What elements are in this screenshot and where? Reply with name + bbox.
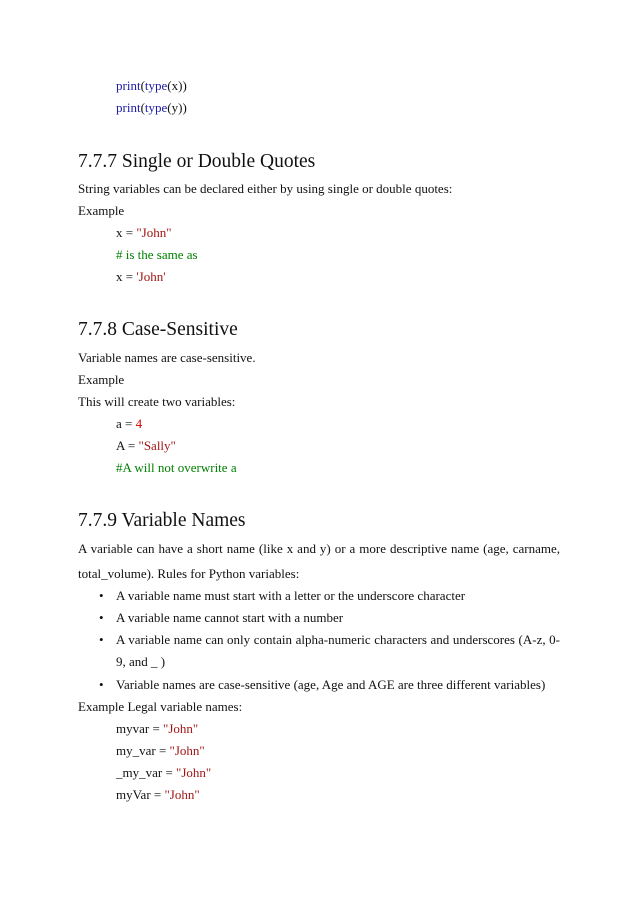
code-paren: ( (140, 100, 145, 115)
list-item: Variable names are case-sensitive (age, Age and AGE are three different variables) (116, 677, 546, 692)
code-line (116, 721, 198, 737)
code-comment: # is the same as (116, 247, 198, 262)
section-heading: 7.7.8 Case-Sensitive (78, 319, 238, 340)
code-argument: (y)) (167, 100, 187, 115)
code-assignment: x = (116, 225, 137, 240)
paragraph: This will create two variables: (78, 394, 236, 409)
list-item: A variable name can only contain alpha-numeric characters and underscores (A-z, 0- (116, 632, 560, 647)
code-argument: (x)) (167, 78, 187, 93)
code-string: "John" (136, 225, 172, 240)
code-string: "Sally" (138, 438, 176, 453)
code-number: 4 (135, 416, 143, 431)
paragraph: Variable names are case-sensitive. (78, 350, 256, 365)
code-assignment: myVar = (116, 787, 165, 802)
code-function: print (116, 100, 141, 115)
code-line (116, 269, 166, 285)
paragraph-line: A variable can have a short name (like x and y) or a more descriptive name (age, carname, (78, 541, 560, 556)
bullet-icon: • (99, 610, 104, 625)
bullet-icon: • (99, 677, 104, 692)
code-line (116, 100, 187, 116)
code-line (116, 416, 142, 432)
list-item: A variable name cannot start with a number (116, 610, 344, 625)
code-string: "John" (164, 787, 200, 802)
example-label: Example (78, 372, 125, 387)
bullet-icon: • (99, 632, 104, 647)
code-string: 'John' (136, 269, 166, 284)
code-line (116, 765, 211, 781)
paragraph: String variables can be declared either by using single or double quotes: (78, 181, 453, 196)
code-paren: ( (140, 78, 145, 93)
code-comment: #A will not overwrite a (116, 460, 237, 475)
code-line (116, 438, 176, 454)
example-label: Example (78, 203, 125, 218)
code-function: type (144, 78, 168, 93)
code-string: "John" (169, 743, 205, 758)
code-line (116, 743, 205, 759)
code-string: "John" (176, 765, 212, 780)
code-line (116, 787, 200, 803)
list-item: A variable name must start with a letter or the underscore character (116, 588, 466, 603)
code-assignment: a = (116, 416, 136, 431)
code-assignment: _my_var = (116, 765, 177, 780)
section-heading: 7.7.9 Variable Names (78, 510, 246, 531)
paragraph-line: total_volume). Rules for Python variables: (78, 566, 300, 581)
example-label: Example Legal variable names: (78, 699, 243, 714)
section-heading: 7.7.7 Single or Double Quotes (78, 151, 316, 172)
code-line (116, 225, 172, 241)
code-assignment: A = (116, 438, 139, 453)
code-assignment: x = (116, 269, 137, 284)
code-line (116, 78, 187, 94)
code-function: print (116, 78, 141, 93)
code-function: type (144, 100, 168, 115)
bullet-icon: • (99, 588, 104, 603)
list-item-continuation: 9, and _ ) (116, 654, 166, 669)
code-string: "John" (163, 721, 199, 736)
code-assignment: myvar = (116, 721, 164, 736)
code-assignment: my_var = (116, 743, 170, 758)
